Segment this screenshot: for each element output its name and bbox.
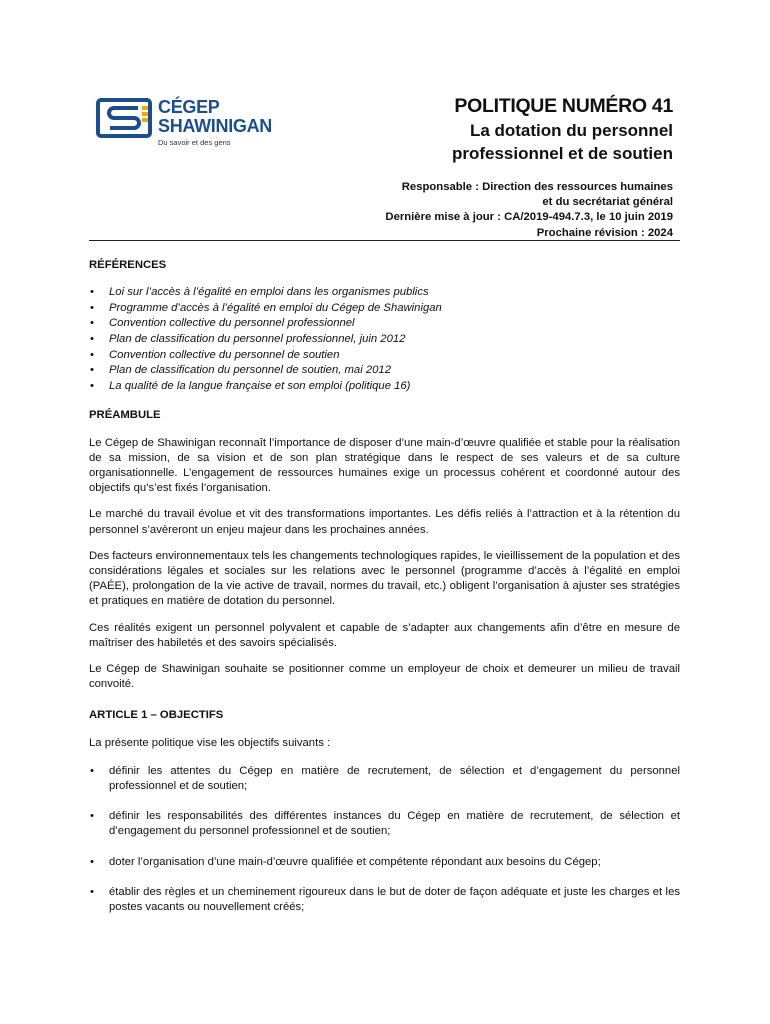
last-update: Dernière mise à jour : CA/2019-494.7.3, le 10 juin 2019 <box>385 211 673 224</box>
reference-item: • Convention collective du personnel professionnel <box>89 316 680 332</box>
preamble-paragraph: Le Cégep de Shawinigan reconnaît l’importance de disposer d’une main-d’œuvre qualifiée et stable pour la réalisation de sa mission, de sa vision et de son plan stratégique dans le respect de ses valeurs et de sa culture organisationnelle. L’engagement de ressources humaines exige un processus cohérent et coordonné autour des objectifs qu’s’est fixés l’organisation. <box>89 436 680 495</box>
references-section <box>89 258 680 394</box>
article-1-intro: La présente politique vise les objectifs suivants : <box>89 736 331 749</box>
reference-item: • Plan de classification du personnel de soutien, mai 2012 <box>89 363 680 379</box>
policy-title-line-1: La dotation du personnel <box>469 121 673 140</box>
article-1-heading: ARTICLE 1 – OBJECTIFS <box>89 709 224 722</box>
header-divider <box>89 240 680 241</box>
preamble-paragraph: Ces réalités exigent un personnel polyvalent et capable de s’adapter aux changements afin d’être en mesure de maîtriser des habiletés et des savoirs spécialisés. <box>89 621 680 649</box>
article-1-section <box>89 708 680 915</box>
policy-number: POLITIQUE NUMÉRO 41 <box>454 95 673 117</box>
objective-item: • définir les attentes du Cégep en matière de recrutement, de sélection et d’engagement du personnel professionnel et de soutien; <box>89 764 680 794</box>
responsible-line-1: Responsable : Direction des ressources humaines <box>401 181 673 193</box>
policy-title-block <box>452 95 673 164</box>
objective-item: • doter l’organisation d’une main-d’œuvre qualifiée et compétente répondant aux besoins du Cégep; <box>89 855 680 870</box>
next-revision: Prochaine révision : 2024 <box>536 226 673 239</box>
policy-meta <box>385 180 673 241</box>
preamble-section <box>89 408 680 692</box>
reference-item: • Plan de classification du personnel professionnel, juin 2012 <box>89 332 680 348</box>
reference-item: • Programme d’accès à l’égalité en emploi du Cégep de Shawinigan <box>89 301 680 317</box>
preamble-heading: PRÉAMBULE <box>89 409 161 422</box>
document-body <box>89 258 680 930</box>
policy-title-line-2: professionnel et de soutien <box>451 144 673 163</box>
references-heading: RÉFÉRENCES <box>89 259 167 271</box>
objective-item: • définir les responsabilités des différentes instances du Cégep en matière de recrutement, de sélection et d’engagement du personnel professionnel et de soutien; <box>89 809 680 839</box>
reference-item: • Loi sur l’accès à l’égalité en emploi dans les organismes publics <box>89 285 680 301</box>
reference-item: • La qualité de la langue française et son emploi (politique 16) <box>89 379 680 395</box>
references-list <box>89 285 680 394</box>
logo-line-1: CÉGEP <box>158 97 220 117</box>
responsible-line-2: et du secrétariat général <box>542 196 673 209</box>
cegep-logo-icon <box>96 98 152 138</box>
logo-tagline: Du savoir et des gens <box>158 138 231 147</box>
preamble-paragraph: Le marché du travail évolue et vit des transformations importantes. Les défis reliés à l’attraction et à la rétention du personnel s’avèreront un enjeu majeur dans les prochaines années. <box>89 508 680 536</box>
cegep-logo <box>96 96 296 152</box>
preamble-paragraph: Des facteurs environnementaux tels les changements technologiques rapides, le vieillissement de la population et des considérations légales et sociales sur les relations avec le personnel (programme d’accès à l’égalité en emploi (PAÉE), prolongation de la vie active de travail, normes du travail, etc.) obligent l’organisation à ajuster ses stratégies et pratiques en matière de dotation du personnel. <box>89 549 680 608</box>
logo-line-2: SHAWINIGAN <box>158 116 273 136</box>
objectives-list <box>89 764 680 915</box>
objective-item: • établir des règles et un cheminement rigoureux dans le but de doter de façon adéquate et juste les charges et les postes vacants ou nouvellement créés; <box>89 885 680 915</box>
preamble-paragraph: Le Cégep de Shawinigan souhaite se positionner comme un employeur de choix et demeurer un milieu de travail convoité. <box>89 663 680 691</box>
reference-item: • Convention collective du personnel de soutien <box>89 348 680 364</box>
